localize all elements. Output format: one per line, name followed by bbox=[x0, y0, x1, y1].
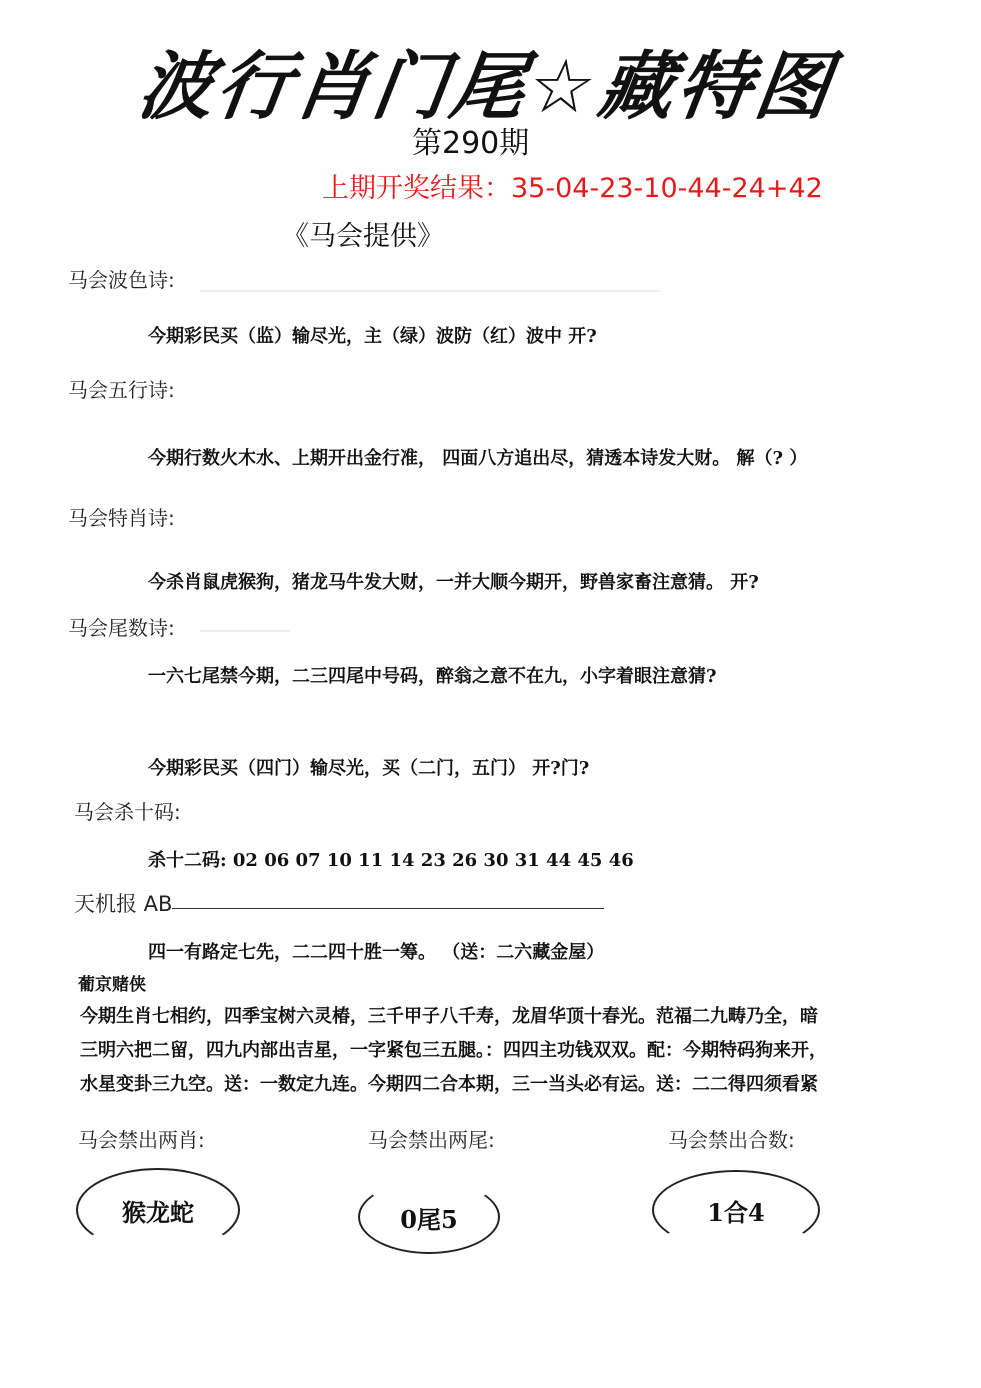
pujing-line: 水星变卦三九空。送：一数定九连。今期四二合本期，三一当头必有运。送：二二得四须看紧 bbox=[80, 1074, 818, 1095]
ban-sum-value: 1合4 bbox=[707, 1197, 765, 1227]
kill-numbers-label: 马会杀十码: bbox=[74, 800, 181, 824]
ban-tail-value: 0尾5 bbox=[400, 1204, 458, 1234]
last-result: 上期开奖结果：35-04-23-10-44-24+42 bbox=[322, 173, 823, 204]
zodiac-poem-label: 马会特肖诗: bbox=[68, 506, 175, 530]
ban-zodiac-oval bbox=[76, 1168, 240, 1252]
pujing-label: 葡京赌侠 bbox=[78, 975, 146, 995]
ban-tail-oval bbox=[358, 1180, 500, 1254]
tianji-text: 四一有路定七先，二二四十胜一筹。 （送：二六藏金屋） bbox=[148, 942, 605, 963]
pujing-paragraph bbox=[80, 1000, 910, 1102]
door-poem-text: 今期彩民买（四门）输尽光，买（二门，五门） 开?门? bbox=[148, 758, 590, 779]
zodiac-poem-text: 今杀肖鼠虎猴狗，猪龙马牛发大财，一并大顺今期开，野兽家畜注意猜。 开? bbox=[148, 572, 759, 593]
wave-poem-label: 马会波色诗: bbox=[68, 268, 175, 292]
tianji-label: 天机报 AB bbox=[74, 892, 173, 916]
pujing-line: 三明六把二留，四九内部出吉星，一字紧包三五腿。：四四主功钱双双。配：今期特码狗来开， bbox=[80, 1040, 827, 1061]
five-elements-poem-text: 今期行数火木水、上期开出金行准， 四面八方追出尽，猜透本诗发大财。 解（? ） bbox=[148, 448, 808, 469]
tail-poem-label: 马会尾数诗: bbox=[68, 616, 175, 640]
five-elements-poem-label: 马会五行诗: bbox=[68, 378, 175, 402]
page-title: 波行肖门尾☆藏特图 bbox=[133, 44, 840, 130]
ban-sum-oval bbox=[652, 1170, 820, 1250]
provider: 《马会提供》 bbox=[282, 221, 444, 252]
tail-poem-text: 一六七尾禁今期，二三四尾中号码，醉翁之意不在九，小字着眼注意猜? bbox=[148, 666, 717, 687]
pujing-line: 今期生肖七相约，四季宝树六灵椿，三千甲子八千寿，龙眉华顶十春光。范福二九畴乃全，暗 bbox=[80, 1006, 818, 1027]
issue-number: 第290期 bbox=[412, 126, 530, 161]
wave-poem-text: 今期彩民买（监）输尽光，主（绿）波防（红）波中 开? bbox=[148, 326, 597, 347]
tianji-underline bbox=[172, 908, 604, 909]
ban-tail-label: 马会禁出两尾: bbox=[368, 1128, 495, 1152]
ban-sum-label: 马会禁出合数: bbox=[668, 1128, 795, 1152]
ban-zodiac-value: 猴龙蛇 bbox=[122, 1197, 194, 1227]
ban-zodiac-label: 马会禁出两肖: bbox=[78, 1128, 205, 1152]
kill-numbers-text: 杀十二码: 02 06 07 10 11 14 23 26 30 31 44 45 46 bbox=[148, 850, 634, 871]
